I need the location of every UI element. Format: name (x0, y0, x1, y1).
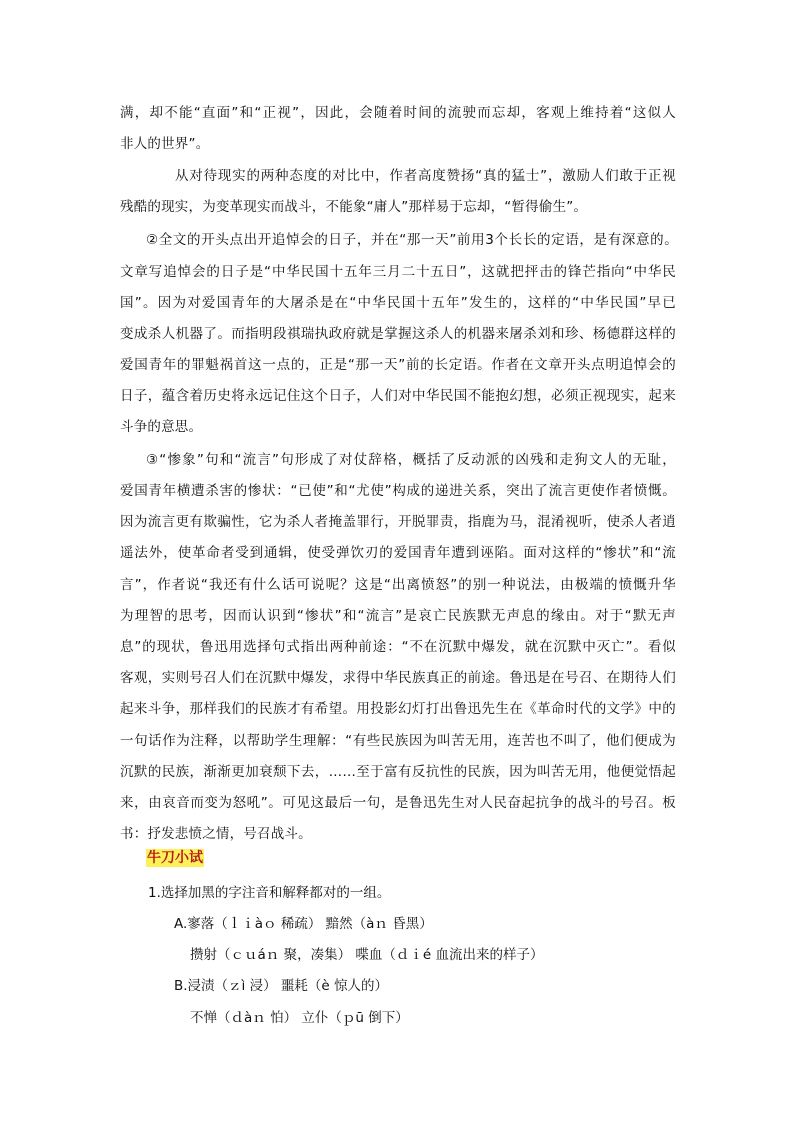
paragraph-line: 起来斗争，那样我们的民族才有希望。用投影幻灯打出鲁迅先生在《革命时代的文学》中的 (120, 701, 676, 717)
paragraph-line: ③“惨象”句和“流言”句形成了对仗辞格，概括了反动派的凶残和走狗文人的无耻， (146, 452, 676, 468)
paragraph-line: 爱国青年的罪魁祸首这一点的，正是“那一天”前的长定语。作者在文章开头点明追悼会的 (120, 357, 676, 373)
paragraph-line: 一句话作为注释，以帮助学生理解：“有些民族因为叫苦无用，连苦也不叫了，他们便成为 (120, 733, 676, 749)
paragraph-line: 爱国青年横遭杀害的惨状：“已使”和“尤使”构成的递进关系，突出了流言更使作者愤慨。 (120, 483, 676, 499)
paragraph-line: 因为流言更有欺骗性，它为杀人者掩盖罪行，开脱罪责，指鹿为马，混淆视听，使杀人者逍 (120, 514, 676, 530)
paragraph-line: 斗争的意思。 (120, 419, 203, 435)
paragraph-line: 为理智的思考，因而认识到“惨状”和“流言”是哀亡民族默无声息的缘由。对于“默无声 (120, 608, 676, 624)
question-stem: 1.选择加黑的字注音和解释都对的一组。 (148, 885, 391, 901)
option-a-line2: 攒射（ｃｕáｎ 聚，凑集） 喋血（ｄｉé 血流出来的样子） (190, 947, 544, 963)
paragraph-line: 来，由哀音而变为怒吼”。可见这最后一句，是鲁迅先生对人民奋起抗争的战斗的号召。板 (120, 795, 676, 811)
section-title-badge: 牛刀小试 (147, 850, 203, 866)
paragraph-line: 日子，蕴含着历史将永远记住这个日子，人们对中华民国不能抱幻想，必须正视现实，起来 (120, 388, 676, 404)
paragraph-line: 沉默的民族，渐渐更加衰颓下去，……至于富有反抗性的民族，因为叫苦无用，他便觉悟起 (120, 764, 676, 780)
option-b-line2: 不惮（ｄàｎ 怕） 立仆（ｐū 倒下） (190, 1010, 409, 1026)
paragraph-line: 变成杀人机器了。而指明段祺瑞执政府就是掌握这杀人的机器来屠杀刘和珍、杨德群这样的 (120, 326, 676, 342)
paragraph-line: 文章写追悼会的日子是“中华民国十五年三月二十五日”，这就把抨击的锋芒指向“中华民 (120, 264, 676, 280)
option-b-line1: B.浸渍（ｚì 浸） 噩耗（è 惊人的） (174, 978, 388, 994)
paragraph-line: 从对待现实的两种态度的对比中，作者高度赞扬“真的猛士”，激励人们敢于正视 (175, 168, 676, 184)
paragraph-line: ②全文的开头点出开追悼会的日子，并在“那一天”前用3个长长的定语，是有深意的。 (146, 232, 678, 248)
paragraph-line: 客观，实则号召人们在沉默中爆发，求得中华民族真正的前途。鲁迅是在号召、在期待人们 (120, 670, 676, 686)
paragraph-line: 书：抒发悲愤之情，号召战斗。 (120, 826, 312, 842)
paragraph-line: 言”，作者说“我还有什么话可说呢？这是“出离愤怒”的别一种说法，由极端的愤慨升华 (120, 577, 676, 593)
paragraph-line: 息”的现状，鲁迅用选择句式指出两种前途：“不在沉默中爆发，就在沉默中灭亡”。看似 (120, 639, 676, 655)
paragraph-line: 满，却不能“直面”和“正视”，因此，会随着时间的流驶而忘却，客观上维持着“这似人 (120, 105, 676, 121)
paragraph-line: 非人的世界”。 (120, 136, 210, 152)
option-a-line1: A.寥落（ｌｉàｏ 稀疏） 黯然（àｎ 昏黑） (174, 916, 433, 932)
paragraph-line: 遥法外，使革命者受到通辑，使受弹饮刃的爱国青年遭到诬陷。面对这样的“惨状”和“流 (120, 545, 676, 561)
paragraph-line: 残酷的现实，为变革现实而战斗，不能象“庸人”那样易于忘却，“暂得偷生”。 (120, 199, 588, 215)
paragraph-line: 国”。因为对爱国青年的大屠杀是在“中华民国十五年”发生的，这样的“中华民国”早已 (120, 295, 676, 311)
